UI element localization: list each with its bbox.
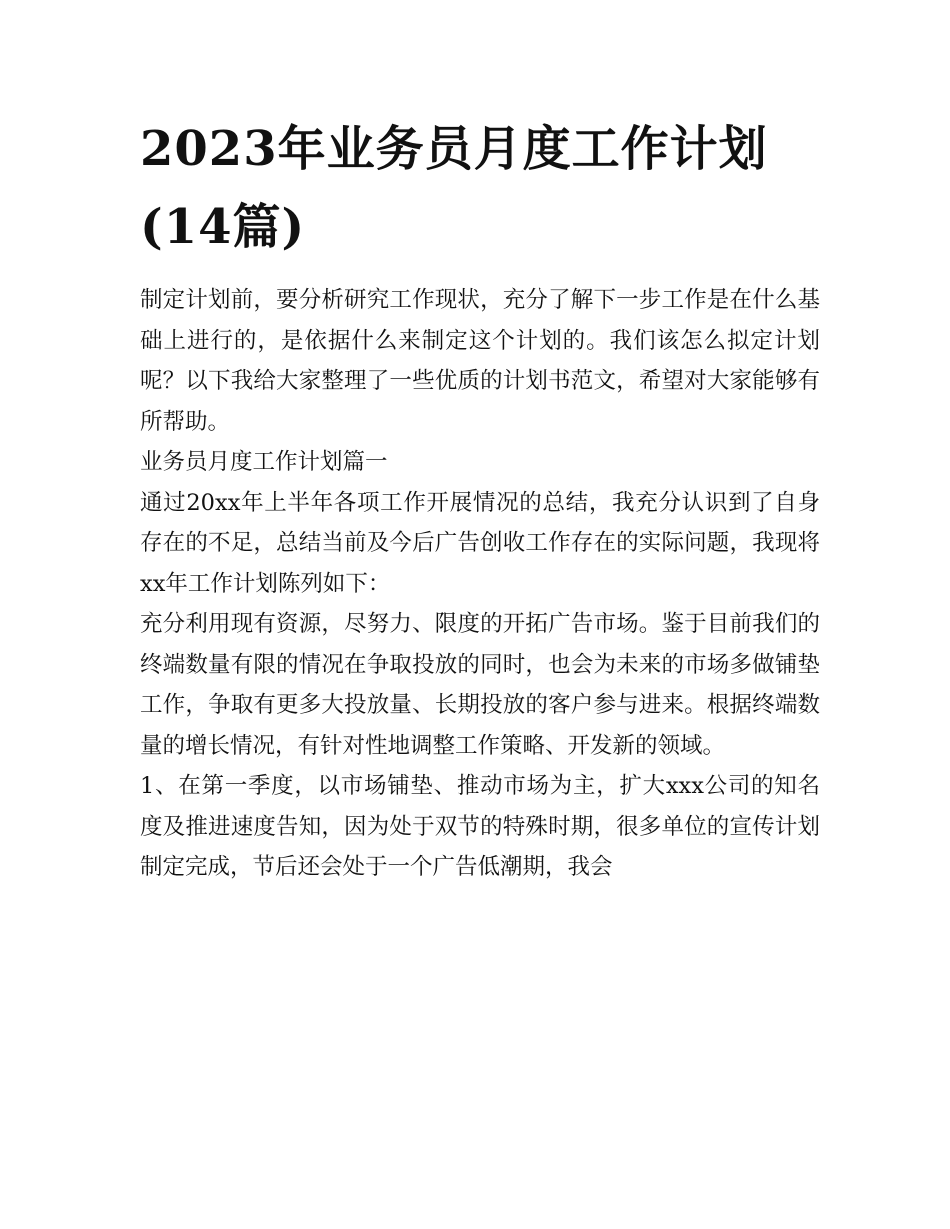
body-paragraph-3: 1、在第一季度，以市场铺垫、推动市场为主，扩大xxx公司的知名度及推进速度告知，因为处于双节的特殊时期，很多单位的宣传计划制定完成，节后还会处于一个广告低潮期，我会	[140, 773, 820, 880]
intro-paragraph: 制定计划前，要分析研究工作现状，充分了解下一步工作是在什么基础上进行的，是依据什么来制定这个计划的。我们该怎么拟定计划呢？以下我给大家整理了一些优质的计划书范文，希望对大家能够有所帮助。	[140, 287, 820, 435]
document-body	[140, 280, 820, 888]
section-heading: 业务员月度工作计划篇一	[140, 449, 388, 475]
body-paragraph-2: 充分利用现有资源，尽努力、限度的开拓广告市场。鉴于目前我们的终端数量有限的情况在争取投放的同时，也会为未来的市场多做铺垫工作，争取有更多大投放量、长期投放的客户参与进来。根据终端数量的增长情况，有针对性地调整工作策略、开发新的领域。	[140, 611, 820, 759]
document-title: 2023年业务员月度工作计划(14篇)	[140, 121, 768, 255]
body-paragraph-1: 通过20xx年上半年各项工作开展情况的总结，我充分认识到了自身存在的不足，总结当前及今后广告创收工作存在的实际问题，我现将xx年工作计划陈列如下：	[140, 489, 820, 597]
